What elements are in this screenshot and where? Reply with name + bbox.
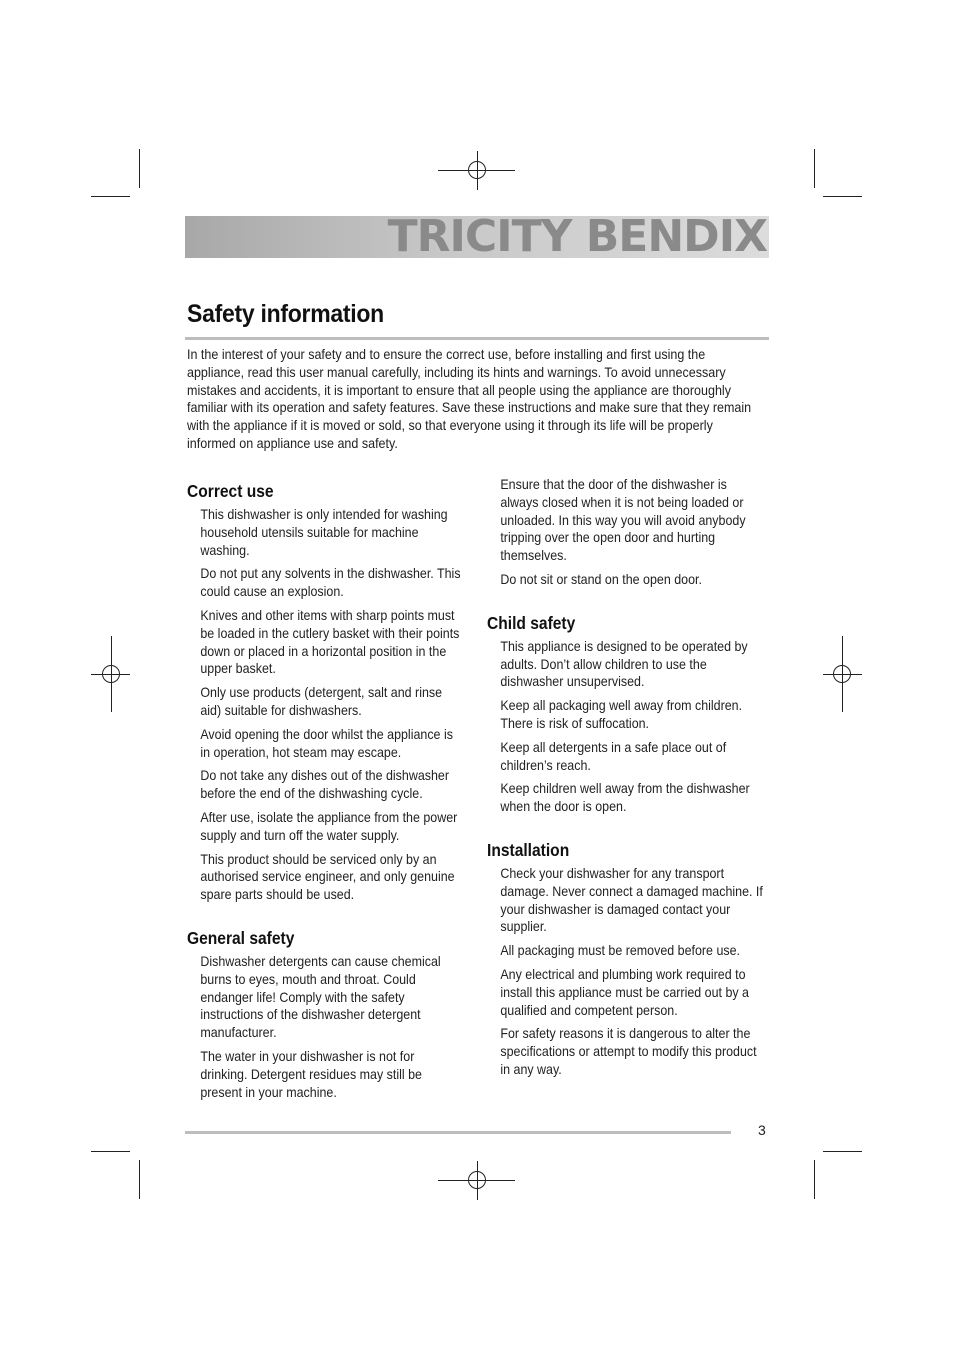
paragraph: Ensure that the door of the dishwasher is always closed when it is not being loaded or unloaded. In this way you will avoid anybody tripping over the open door and hurting themselves. [500, 476, 746, 564]
left-column [187, 480, 463, 1124]
crop-mark [139, 1160, 140, 1199]
paragraph: Keep children well away from the dishwasher when the door is open. [500, 780, 750, 815]
brand-banner [185, 211, 769, 262]
paragraph: Check your dishwasher for any transport damage. Never connect a damaged machine. If your dishwasher is damaged contact your supplier. [500, 864, 763, 935]
crop-mark [91, 196, 130, 197]
right-column [487, 476, 763, 1102]
paragraph: This product should be serviced only by an authorised service engineer, and only genuine spare parts should be used. [200, 850, 455, 903]
paragraph: Keep all packaging well away from children. There is risk of suffocation. [500, 697, 743, 731]
section-general-safety [187, 927, 463, 1101]
section-heading: Correct use [187, 481, 274, 501]
footer-divider [185, 1131, 731, 1134]
section-heading: General safety [187, 927, 295, 948]
paragraph: Knives and other items with sharp points must be loaded in the cutlery basket with their points down or placed in a horizontal position in the upper basket. [200, 606, 460, 677]
crop-mark [91, 1151, 130, 1152]
paragraph: After use, isolate the appliance from the power supply and turn off the water supply. [200, 808, 458, 843]
paragraph: The water in your dishwasher is not for drinking. Detergent residues may still be present in your machine. [200, 1047, 422, 1100]
crop-mark [823, 1151, 862, 1152]
paragraph: Avoid opening the door whilst the appliance is in operation, hot steam may escape. [200, 725, 453, 760]
registration-circle-icon [833, 665, 851, 683]
registration-circle-icon [102, 665, 120, 683]
section-child-safety [487, 612, 763, 816]
registration-circle-icon [468, 1171, 486, 1189]
crop-mark [139, 149, 140, 188]
crop-mark [814, 149, 815, 188]
crop-mark [814, 1160, 815, 1199]
registration-circle-icon [468, 161, 486, 179]
crop-mark [823, 196, 862, 197]
paragraph: Keep all detergents in a safe place out of children’s reach. [500, 738, 727, 773]
paragraph: Any electrical and plumbing work required to install this appliance must be carried out by a qualified and competent person. [500, 965, 749, 1018]
paragraph: This dishwasher is only intended for washing household utensils suitable for machine washing. [200, 506, 448, 558]
section-installation [487, 839, 763, 1079]
paragraph: Do not sit or stand on the open door. [500, 570, 702, 587]
paragraph: Only use products (detergent, salt and rinse aid) suitable for dishwashers. [200, 684, 443, 718]
paragraph: Do not take any dishes out of the dishwasher before the end of the dishwashing cycle. [200, 767, 450, 802]
intro-paragraph: In the interest of your safety and to ensure the correct use, before installing and first using the appliance, read this user manual carefully, including its hints and warnings. To avoid unnecessary mistakes and accidents, it is important to ensure that all people using the appliance are thoroughly familiar with its operation and safety features. Save these instructions and make sure that they remain with the appliance if it is moved or sold, so that everyone using it through its life will be properly informed on appliance use and safety. [187, 346, 752, 451]
paragraph: All packaging must be removed before use. [500, 942, 740, 959]
paragraph: This appliance is designed to be operated by adults. Don’t allow children to use the dishwasher unsupervised. [500, 637, 748, 690]
brand-logo: TRICITY BENDIX [387, 211, 767, 262]
section-general-safety-continued [487, 476, 763, 589]
title-divider [185, 337, 769, 340]
page-title: Safety information [187, 300, 384, 328]
paragraph: Dishwasher detergents can cause chemical burns to eyes, mouth and throat. Could endanger life! Comply with the safety instructions of the dishwasher detergent manufacturer. [200, 952, 441, 1041]
paragraph: For safety reasons it is dangerous to alter the specifications or attempt to modify this product in any way. [500, 1025, 757, 1077]
paragraph: Do not put any solvents in the dishwasher. This could cause an explosion. [200, 565, 461, 600]
page-number: 3 [758, 1122, 766, 1138]
section-correct-use [187, 480, 463, 904]
section-heading: Child safety [487, 612, 576, 633]
section-heading: Installation [487, 839, 570, 860]
